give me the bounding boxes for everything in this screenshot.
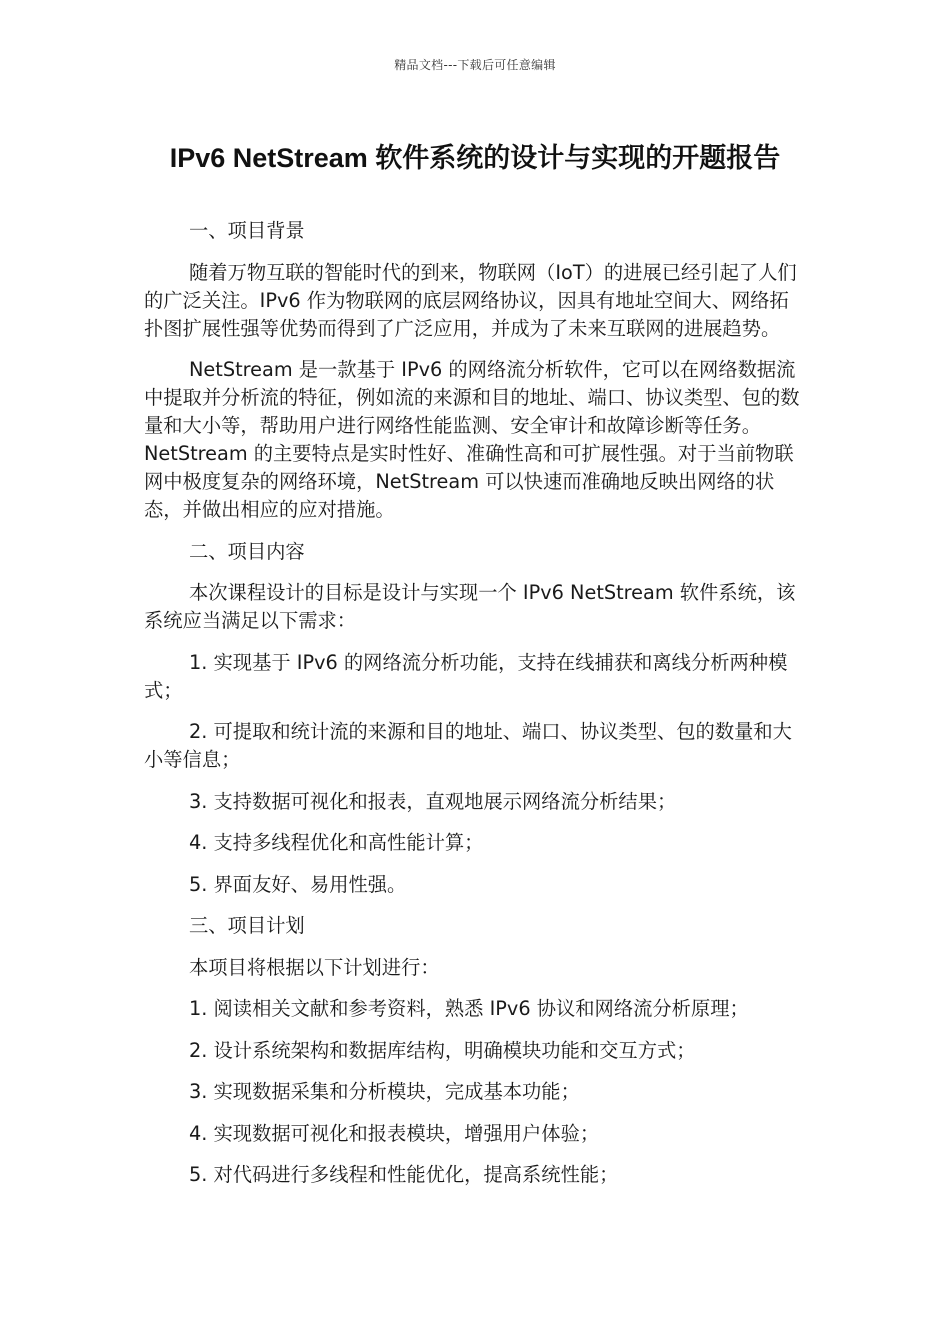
list-item-plan-3: 3. 实现数据采集和分析模块，完成基本功能； [189,1080,580,1103]
section-heading-content: 二、项目内容 [189,539,305,563]
paragraph-background-iot: 随着万物互联的智能时代的到来，物联网（IoT）的进展已经引起了人们的广泛关注。IPv6 作为物联网的底层网络协议，因具有地址空间大、网络拓扑图扩展性强等优势而得到了广泛应用，并成为了未来互联网的进展趋势。 [144,260,797,340]
list-item-plan-1: 1. 阅读相关文献和参考资料，熟悉 IPv6 协议和网络流分析原理； [189,997,749,1020]
list-item-requirement-5: 5. 界面友好、易用性强。 [189,872,407,896]
list-item-plan-2: 2. 设计系统架构和数据库结构，明确模块功能和交互方式； [189,1038,696,1062]
paragraph-design-goal: 本次课程设计的目标是设计与实现一个 IPv6 NetStream 软件系统，该系统应当满足以下需求： [144,581,796,632]
page-header-watermark: 精品文档---下载后可任意编辑 [394,58,556,72]
paragraph-plan-intro: 本项目将根据以下计划进行： [189,955,440,979]
list-item-requirement-2: 2. 可提取和统计流的来源和目的地址、端口、协议类型、包的数量和大小等信息； [144,720,792,771]
list-item-plan-5: 5. 对代码进行多线程和性能优化，提高系统性能； [189,1163,619,1186]
list-item-plan-4: 4. 实现数据可视化和报表模块，增强用户体验； [189,1121,600,1145]
document-title: IPv6 NetStream 软件系统的设计与实现的开题报告 [169,143,781,173]
paragraph-netstream-intro: NetStream 是一款基于 IPv6 的网络流分析软件，它可以在网络数据流中提取并分析流的特征，例如流的来源和目的地址、端口、协议类型、包的数量和大小等，帮助用户进行网络性能监测、安全审计和故障诊断等任务。NetStream 的主要特点是实时性好、准确性高和可扩展性强。对于当前物联网中极度复杂的网络环境，NetStream 可以快速而准确地反映出网络的状态，并做出相应的应对措施。 [144,358,800,521]
section-heading-background: 一、项目背景 [189,219,305,242]
document-body [144,217,808,1203]
section-heading-plan: 三、项目计划 [189,914,305,937]
list-item-requirement-1: 1. 实现基于 IPv6 的网络流分析功能，支持在线捕获和离线分析两种模式； [144,650,788,702]
list-item-requirement-3: 3. 支持数据可视化和报表，直观地展示网络流分析结果； [189,789,677,813]
list-item-requirement-4: 4. 支持多线程优化和高性能计算； [189,831,484,854]
